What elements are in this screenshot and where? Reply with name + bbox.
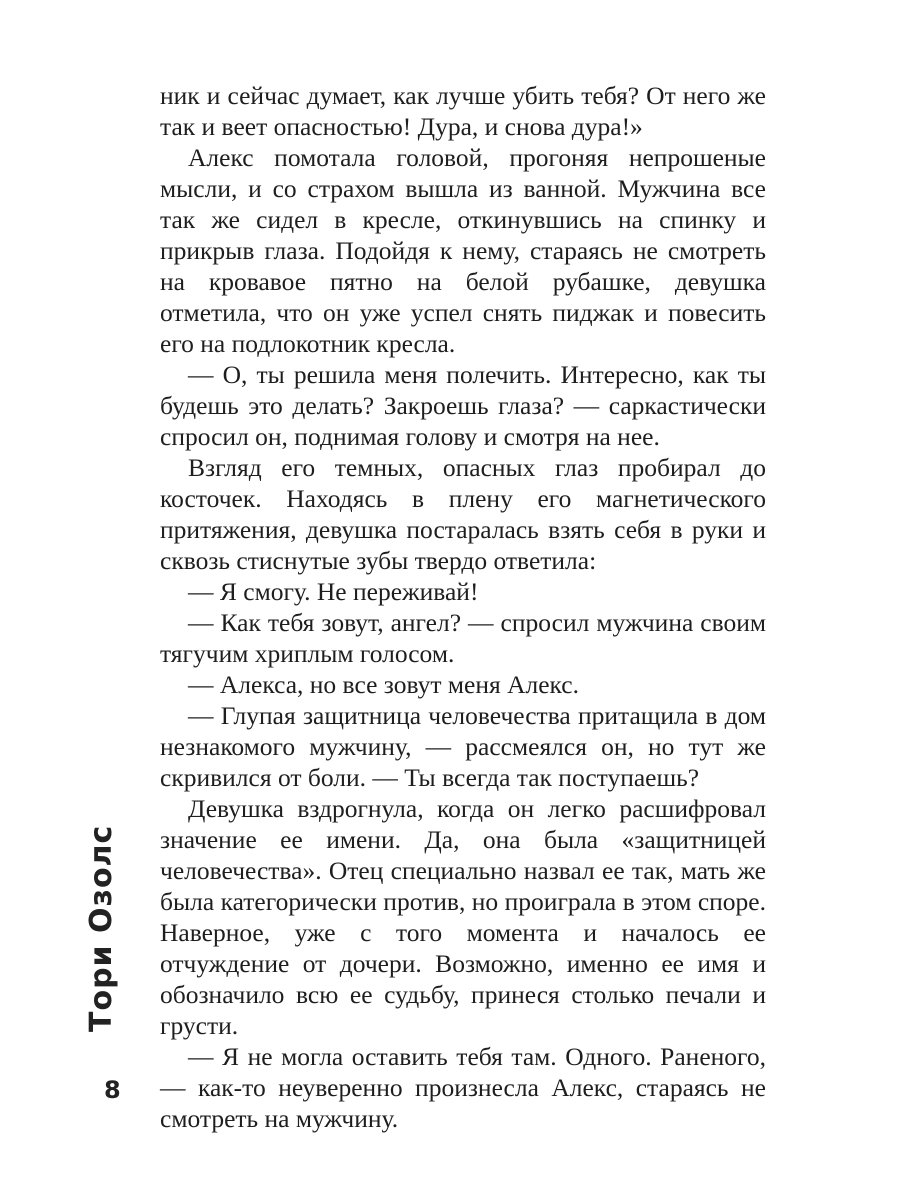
dialogue-line: — Я не могла оставить тебя там. Одного. Раненого, — как-то неуверенно произнесла Алекс, стараясь не смотреть на мужчину.	[160, 1042, 766, 1133]
paragraph-continuation: ник и сейчас думает, как лучше убить тебя? От него же так и веет опасностью! Дура, и снова дура!»	[160, 81, 766, 141]
dialogue-line: — Алекса, но все зовут меня Алекс.	[188, 670, 579, 699]
dialogue-line: — Как тебя зовут, ангел? — спросил мужчина своим тягучим хриплым голосом.	[160, 608, 766, 668]
dialogue-line: — О, ты решила меня полечить. Интересно, как ты будешь это делать? Закроешь глаза? — саркастически спросил он, поднимая голову и смотря на нее.	[160, 360, 766, 451]
paragraph: Алекс помотала головой, прогоняя непрошеные мысли, и со страхом вышла из ванной. Мужчина все так же сидел в кресле, откинувшись на спинку и прикрыв глаза. Подойдя к нему, стараясь не смотреть на кровавое пятно на белой рубашке, девушка отметила, что он уже успел снять пиджак и повесить его на подлокотник кресла.	[160, 143, 766, 358]
body-text	[160, 80, 766, 1134]
paragraph: Девушка вздрогнула, когда он легко расшифровал значение ее имени. Да, она была «защитницей человечества». Отец специально назвал ее так, мать же была категорически против, но проиграла в этом споре. Наверное, уже с того момента и началось ее отчуждение от дочери. Возможно, именно ее имя и обозначило всю ее судьбу, принеся столько печали и грусти.	[160, 794, 766, 1040]
page-number: 8	[104, 1076, 121, 1104]
running-head-author: Тори Озолс	[84, 824, 119, 1032]
paragraph: Взгляд его темных, опасных глаз пробирал до косточек. Находясь в плену его магнетического притяжения, девушка постаралась взять себя в руки и сквозь стиснутые зубы твердо ответила:	[160, 453, 766, 575]
dialogue-line: — Глупая защитница человечества притащила в дом незнакомого мужчину, — рассмеялся он, но тут же скривился от боли. — Ты всегда так поступаешь?	[160, 701, 766, 792]
dialogue-line: — Я смогу. Не переживай!	[188, 577, 479, 606]
